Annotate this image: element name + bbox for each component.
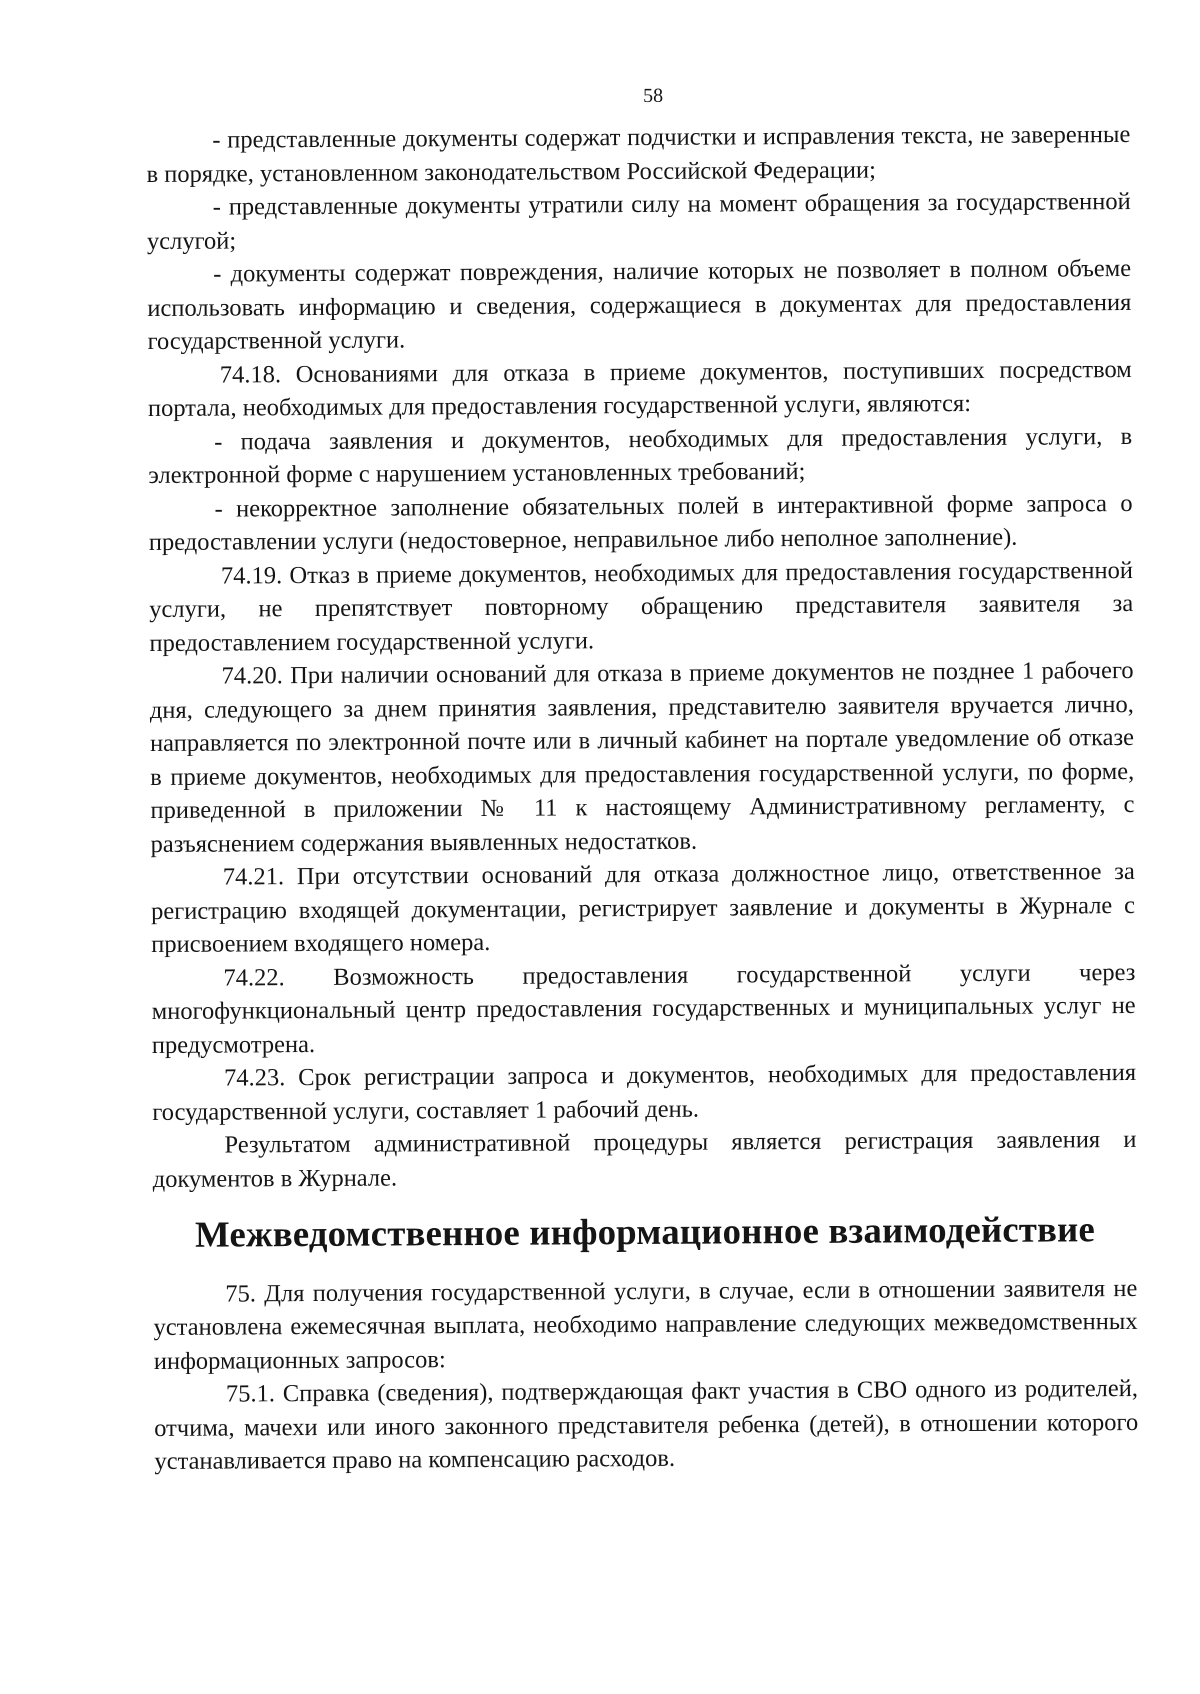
paragraph-74-21: 74.21. При отсутствии оснований для отказа должностное лицо, ответственное за регистрацию входящей документации, регистрирует заявление и документы в Журнале с присвоением входящего номера.: [150, 857, 1136, 958]
paragraph-74-23: 74.23. Срок регистрации запроса и документов, необходимых для предоставления государственной услуги, составляет 1 рабочий день.: [152, 1058, 1137, 1126]
paragraph-corrections: - представленные документы содержат подчистки и исправления текста, не заверенные в порядке, установленном законодательством Российской Федерации;: [146, 120, 1131, 188]
paragraph-75: 75. Для получения государственной услуги, в случае, если в отношении заявителя не установлена ежемесячная выплата, необходимо направление следующих межведомственных информационных запросов:: [153, 1274, 1138, 1375]
paragraph-74-19: 74.19. Отказ в приеме документов, необходимых для предоставления государственной услуги, не препятствует повторному обращению представителя заявителя за предоставлением государственной услуги.: [149, 556, 1134, 657]
paragraph-damaged: - документы содержат повреждения, наличие которых не позволяет в полном объеме использовать информацию и сведения, содержащиеся в документах для предоставления государственной услуги.: [147, 254, 1132, 356]
paragraph-result: Результатом административной процедуры является регистрация заявления и документов в Журнале.: [152, 1125, 1137, 1193]
paragraph-74-20: 74.20. При наличии оснований для отказа в приеме документов не позднее 1 рабочего дня, следующего за днем принятия заявления, представителю заявителя вручается лично, направляется по электронной почте или в личный кабинет на портале уведомление об отказе в приеме документов, необходимых для предоставления государственной услуги, по форме, приведенной в приложении № 11 к настоящему Административному регламенту, с разъяснением содержания выявленных недостатков.: [149, 656, 1135, 858]
page-number: 58: [643, 84, 664, 107]
paragraph-electronic-form: - подача заявления и документов, необходимых для предоставления услуги, в электронной форме с нарушением установленных требований;: [148, 422, 1133, 489]
paragraph-incorrect-fields: - некорректное заполнение обязательных полей в интерактивной форме запроса о предоставлении услуги (недостоверное, неправильное либо неполное заполнение).: [148, 489, 1133, 556]
paragraph-75-1: 75.1. Справка (сведения), подтверждающая факт участия в СВО одного из родителей, отчима, мачехи или иного законного представителя ребенка (детей), в отношении которого устанавливается право на компенсацию расходов.: [154, 1374, 1139, 1475]
paragraph-expired: - представленные документы утратили силу на момент обращения за государственной услугой;: [146, 187, 1131, 255]
paragraph-74-18: 74.18. Основаниями для отказа в приеме документов, поступивших посредством портала, необходимых для предоставления государственной услуги, являются:: [147, 355, 1132, 422]
paragraph-74-22: 74.22. Возможность предоставления государственной услуги через многофункциональный центр предоставления государственных и муниципальных услуг не предусмотрена.: [151, 958, 1136, 1059]
section-heading: Межведомственное информационное взаимодействие: [194, 1208, 1096, 1255]
document-page: [146, 81, 1138, 1478]
